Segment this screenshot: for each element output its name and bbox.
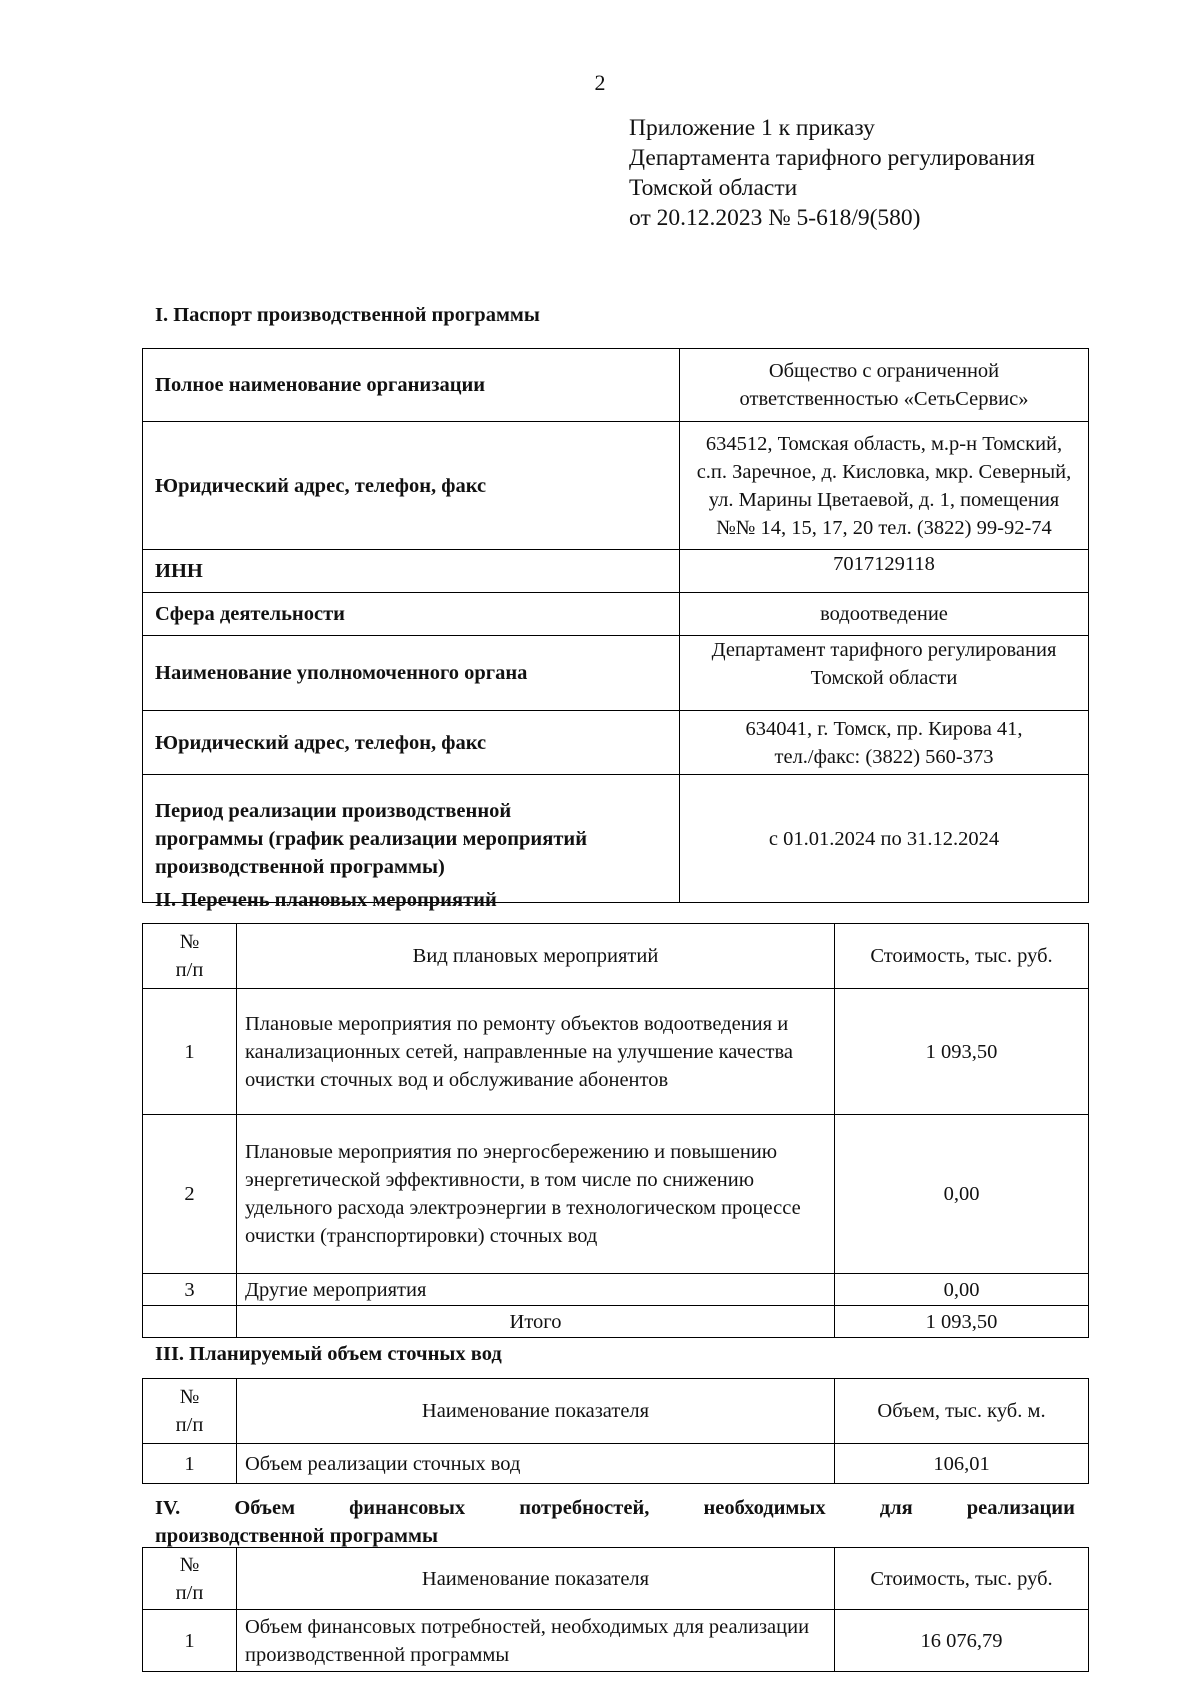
total-value: 1 093,50 — [835, 1306, 1089, 1338]
appendix-line: от 20.12.2023 № 5-618/9(580) — [629, 205, 921, 231]
section3-title: III. Планируемый объем сточных вод — [155, 1343, 502, 1365]
volume-table — [142, 1378, 1089, 1484]
table-row — [143, 349, 1089, 422]
row-cost: 0,00 — [835, 1115, 1089, 1274]
row-name: Плановые мероприятия по ремонту объектов водоотведения и канализационных сетей, направленные на улучшение качества очистки сточных вод и обслуживание абонентов — [237, 989, 835, 1115]
total-label: Итого — [237, 1306, 835, 1338]
financial-table — [142, 1547, 1089, 1672]
passport-value: Общество с ограниченной ответственностью «СетьСервис» — [680, 349, 1089, 422]
column-header-name: Наименование показателя — [237, 1548, 835, 1610]
table-row — [143, 711, 1089, 775]
table-row — [143, 550, 1089, 593]
row-cost: 0,00 — [835, 1274, 1089, 1306]
row-num: 1 — [143, 989, 237, 1115]
table-row — [143, 989, 1089, 1115]
column-header-num: № п/п — [143, 1548, 237, 1610]
column-header-num: № п/п — [143, 924, 237, 989]
passport-label: Юридический адрес, телефон, факс — [143, 711, 680, 775]
table-header-row — [143, 924, 1089, 989]
passport-label: Сфера деятельности — [143, 593, 680, 636]
table-row — [143, 1274, 1089, 1306]
row-cost: 1 093,50 — [835, 989, 1089, 1115]
table-row — [143, 1610, 1089, 1672]
page-number: 2 — [594, 70, 606, 95]
section4-title: IV. Объем финансовых потребностей, необходимых для реализации производственной программы — [155, 1497, 1075, 1547]
passport-value: с 01.01.2024 по 31.12.2024 — [680, 775, 1089, 903]
table-header-row — [143, 1379, 1089, 1444]
row-cost: 16 076,79 — [835, 1610, 1089, 1672]
row-num: 2 — [143, 1115, 237, 1274]
row-name: Плановые мероприятия по энергосбережению и повышению энергетической эффективности, в том числе по снижению удельного расхода электроэнергии в технологическом процессе очистки (транспортировки) сточных вод — [237, 1115, 835, 1274]
column-header-cost: Стоимость, тыс. руб. — [835, 924, 1089, 989]
column-header-name: Вид плановых мероприятий — [237, 924, 835, 989]
column-header-name: Наименование показателя — [237, 1379, 835, 1444]
passport-value: 634041, г. Томск, пр. Кирова 41, тел./факс: (3822) 560-373 — [680, 711, 1089, 775]
passport-value: водоотведение — [680, 593, 1089, 636]
passport-label: Юридический адрес, телефон, факс — [143, 422, 680, 550]
row-num-empty — [143, 1306, 237, 1338]
passport-label: Полное наименование организации — [143, 349, 680, 422]
row-value: 106,01 — [835, 1444, 1089, 1484]
section1-title: I. Паспорт производственной программы — [155, 304, 540, 326]
row-num: 1 — [143, 1610, 237, 1672]
column-header-cost: Стоимость, тыс. руб. — [835, 1548, 1089, 1610]
passport-value: 634512, Томская область, м.р-н Томский, с.п. Заречное, д. Кисловка, мкр. Северный, ул. Марины Цветаевой, д. 1, помещения №№ 14, 15, 17, 20 тел. (3822) 99-92-74 — [680, 422, 1089, 550]
appendix-line: Приложение 1 к приказу — [629, 115, 875, 141]
column-header-value: Объем, тыс. куб. м. — [835, 1379, 1089, 1444]
table-row — [143, 775, 1089, 903]
table-row — [143, 422, 1089, 550]
passport-value: Департамент тарифного регулирования Томской области — [680, 636, 1089, 711]
passport-label: Наименование уполномоченного органа — [143, 636, 680, 711]
appendix-line: Томской области — [629, 175, 798, 201]
table-row — [143, 636, 1089, 711]
row-num: 3 — [143, 1274, 237, 1306]
measures-table — [142, 923, 1089, 1338]
row-name: Другие мероприятия — [237, 1274, 835, 1306]
table-row — [143, 1444, 1089, 1484]
table-header-row — [143, 1548, 1089, 1610]
passport-value: 7017129118 — [680, 550, 1089, 593]
appendix-line: Департамента тарифного регулирования — [629, 145, 1035, 171]
passport-table — [142, 348, 1089, 903]
table-row — [143, 1115, 1089, 1274]
row-name: Объем финансовых потребностей, необходимых для реализации производственной программы — [237, 1610, 835, 1672]
row-name: Объем реализации сточных вод — [237, 1444, 835, 1484]
appendix-header — [629, 113, 1035, 233]
section2-title: II. Перечень плановых мероприятий — [155, 889, 497, 911]
row-num: 1 — [143, 1444, 237, 1484]
column-header-num: № п/п — [143, 1379, 237, 1444]
passport-label: ИНН — [143, 550, 680, 593]
total-row — [143, 1306, 1089, 1338]
passport-label: Период реализации производственной программы (график реализации мероприятий производственной программы) — [143, 775, 680, 903]
table-row — [143, 593, 1089, 636]
